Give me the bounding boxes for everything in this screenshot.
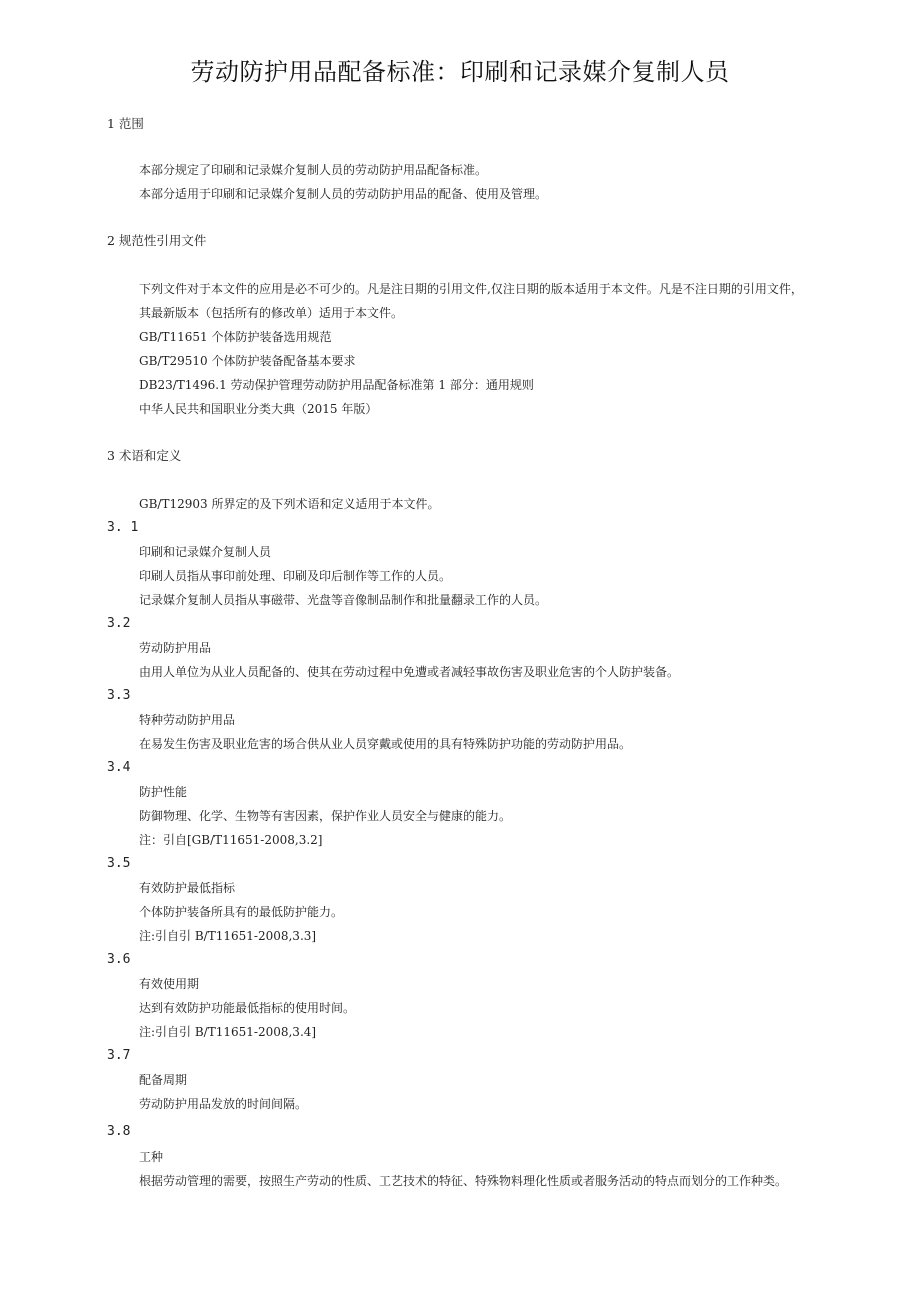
paragraph: 下列文件对于本文件的应用是必不可少的。凡是注日期的引用文件,仅注日期的版本适用于本文件。凡是不注日期的引用文件，	[139, 282, 803, 296]
term-definition: 由用人单位为从业人员配备的、使其在劳动过程中免遭或者减轻事故伤害及职业危害的个人防护装备。	[139, 665, 680, 679]
term-number: 3. 1	[107, 520, 139, 535]
term-note: 注:引自引 B/T11651-2008,3.3]	[139, 929, 317, 943]
term-number: 3.6	[107, 952, 131, 967]
paragraph: 本部分适用于印刷和记录媒介复制人员的劳动防护用品的配备、使用及管理。	[139, 187, 548, 201]
term-definition: 根据劳动管理的需要，按照生产劳动的性质、工艺技术的特征、特殊物料理化性质或者服务活动的特点而划分的工作种类。	[139, 1174, 788, 1188]
reference-item: 中华人民共和国职业分类大典（2015 年版）	[139, 402, 378, 416]
term-name: 有效使用期	[139, 977, 200, 991]
term-name: 配备周期	[139, 1073, 188, 1087]
term-note: 注:引自引 B/T11651-2008,3.4]	[139, 1025, 317, 1039]
term-definition: 达到有效防护功能最低指标的使用时间。	[139, 1001, 356, 1015]
term-number: 3.8	[107, 1124, 131, 1139]
section-heading-scope: 1 范围	[107, 116, 144, 131]
term-definition: 劳动防护用品发放的时间间隔。	[139, 1097, 308, 1111]
term-definition: 防御物理、化学、生物等有害因素，保护作业人员安全与健康的能力。	[139, 809, 512, 823]
term-number: 3.2	[107, 616, 131, 631]
reference-item: DB23/T1496.1 劳动保护管理劳动防护用品配备标准第 1 部分：通用规则	[139, 378, 534, 392]
term-name: 特种劳动防护用品	[139, 713, 236, 727]
term-name: 有效防护最低指标	[139, 881, 236, 895]
term-name: 劳动防护用品	[139, 641, 212, 655]
paragraph: GB/T12903 所界定的及下列术语和定义适用于本文件。	[139, 497, 440, 511]
term-number: 3.3	[107, 688, 131, 703]
term-number: 3.4	[107, 760, 131, 775]
term-name: 印刷和记录媒介复制人员	[139, 545, 272, 559]
term-name: 防护性能	[139, 785, 188, 799]
paragraph: 其最新版本（包括所有的修改单）适用于本文件。	[139, 306, 404, 320]
term-definition: 记录媒介复制人员指从事磁带、光盘等音像制品制作和批量翻录工作的人员。	[139, 593, 548, 607]
term-definition: 印刷人员指从事印前处理、印刷及印后制作等工作的人员。	[139, 569, 452, 583]
section-heading-normative-references: 2 规范性引用文件	[107, 233, 207, 248]
paragraph: 本部分规定了印刷和记录媒介复制人员的劳动防护用品配备标准。	[139, 163, 488, 177]
term-note: 注：引自[GB/T11651-2008,3.2]	[139, 833, 323, 847]
term-name: 工种	[139, 1150, 164, 1164]
term-number: 3.5	[107, 856, 131, 871]
term-definition: 在易发生伤害及职业危害的场合供从业人员穿戴或使用的具有特殊防护功能的劳动防护用品。	[139, 737, 632, 751]
term-definition: 个体防护装备所具有的最低防护能力。	[139, 905, 344, 919]
section-heading-terms-definitions: 3 术语和定义	[107, 448, 182, 463]
term-number: 3.7	[107, 1048, 131, 1063]
document-title: 劳动防护用品配备标准：印刷和记录媒介复制人员	[190, 58, 730, 86]
reference-item: GB/T11651 个体防护装备选用规范	[139, 330, 332, 344]
reference-item: GB/T29510 个体防护装备配备基本要求	[139, 354, 356, 368]
